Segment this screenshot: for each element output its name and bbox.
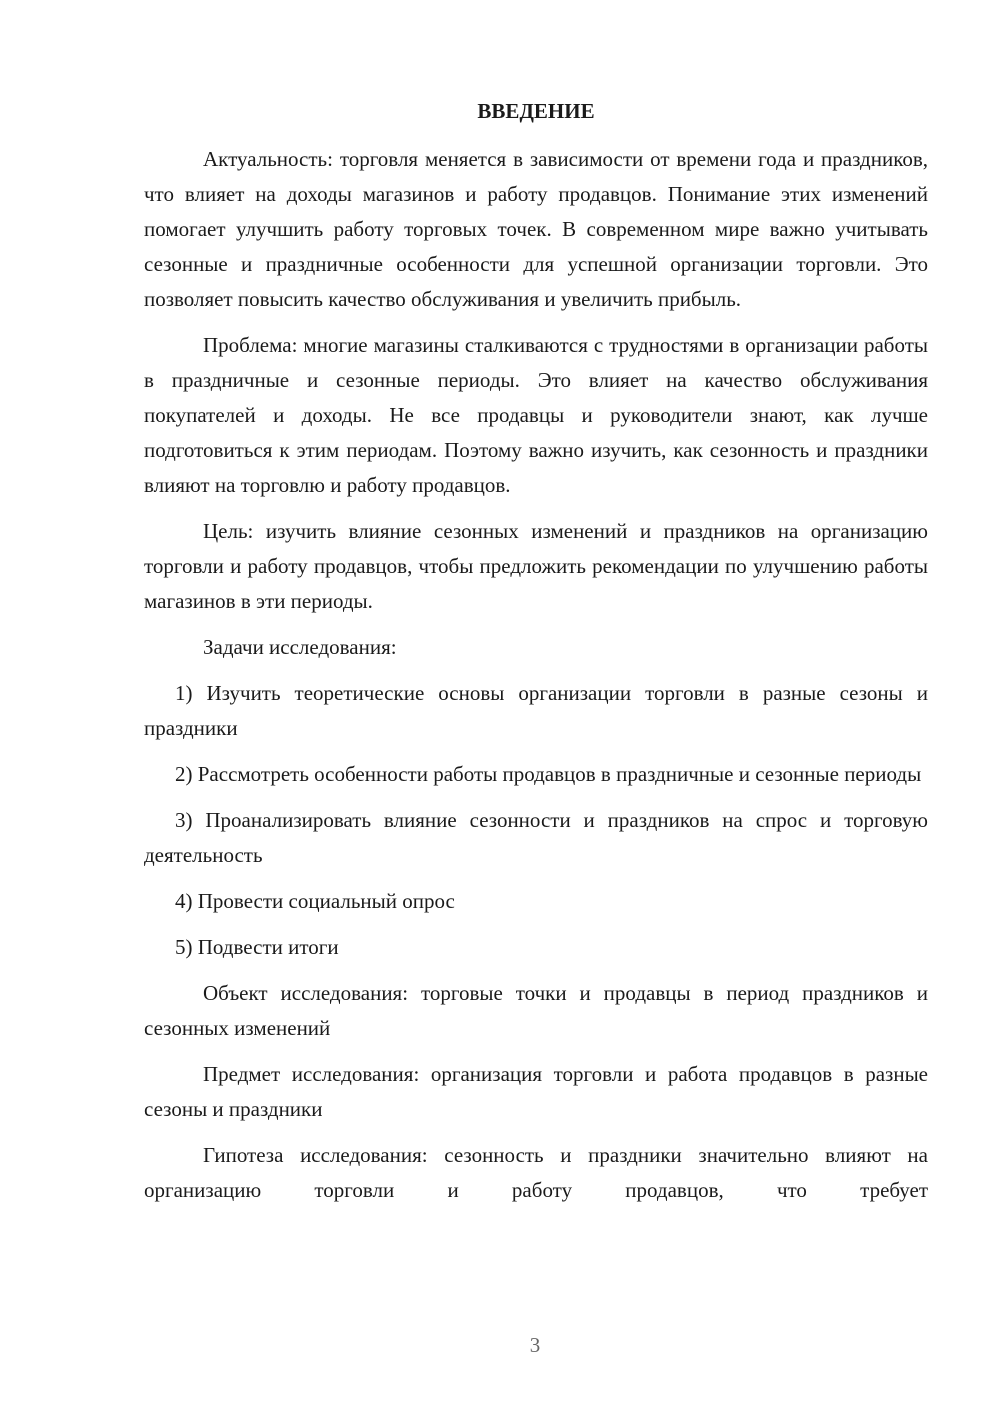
paragraph-object: Объект исследования: торговые точки и продавцы в период праздников и сезонных изменений: [144, 981, 928, 1040]
task-item: 1) Изучить теоретические основы организации торговли в разные сезоны и праздники: [144, 681, 928, 740]
page-number: 3: [529, 1333, 541, 1357]
section-heading: ВВЕДЕНИЕ: [477, 99, 595, 123]
task-item: 4) Провести социальный опрос: [175, 889, 455, 913]
task-item: 2) Рассмотреть особенности работы продавцов в праздничные и сезонные периоды: [175, 762, 922, 786]
paragraph-subject: Предмет исследования: организация торговли и работа продавцов в разные сезоны и праздники: [144, 1062, 928, 1121]
task-item: 5) Подвести итоги: [175, 935, 339, 959]
tasks-title: Задачи исследования:: [203, 635, 397, 659]
page-content: [144, 94, 928, 1208]
paragraph-hypothesis: Гипотеза исследования: сезонность и праздники значительно влияют на организацию торговли и работу продавцов, что требует: [144, 1143, 928, 1202]
paragraph-relevance: Актуальность: торговля меняется в зависимости от времени года и праздников, что влияет на доходы магазинов и работу продавцов. Понимание этих изменений помогает улучшить работу торговых точек. В современном мире важно учитывать сезонные и праздничные особенности для успешной организации торговли. Это позволяет повысить качество обслуживания и увеличить прибыль.: [144, 147, 928, 311]
paragraph-problem: Проблема: многие магазины сталкиваются с трудностями в организации работы в праздничные и сезонные периоды. Это влияет на качество обслуживания покупателей и доходы. Не все продавцы и руководители знают, как лучше подготовиться к этим периодам. Поэтому важно изучить, как сезонность и праздники влияют на торговлю и работу продавцов.: [144, 333, 928, 497]
task-item: 3) Проанализировать влияние сезонности и праздников на спрос и торговую деятельность: [144, 808, 928, 867]
paragraph-goal: Цель: изучить влияние сезонных изменений и праздников на организацию торговли и работу продавцов, чтобы предложить рекомендации по улучшению работы магазинов в эти периоды.: [144, 519, 928, 613]
